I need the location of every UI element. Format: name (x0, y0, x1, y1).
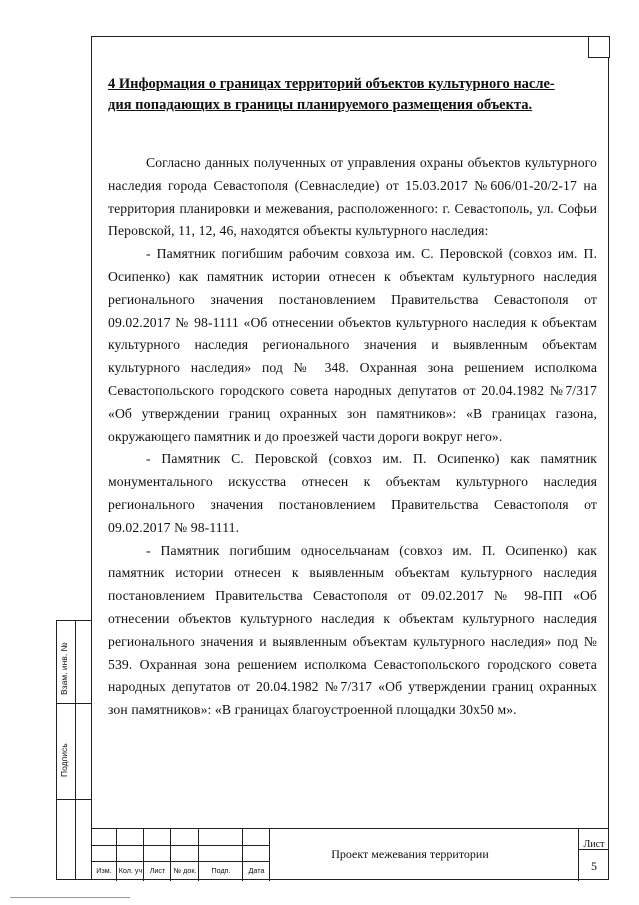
col-list: Лист (149, 866, 166, 875)
body-text (108, 152, 597, 722)
col-kol-uch: Кол. уч (118, 866, 143, 875)
corner-box (588, 36, 610, 58)
title-row-line (91, 861, 270, 862)
paragraph-monument-1: - Памятник погибшим рабочим совхоза им. С. Перовской (совхоз им. П. Осипенко) как памятник истории отнесен к объектам культурного наследия регионального значения постановлением Правительства Севастополя от 09.02.2017 № 98-1111 «Об отнесении объектов культурного наследия к объектам культурного наследия регионального значения и выявленным объектам культурного наследия» под № 348. Охранная зона решением исполкома Севастопольского городского совета народных депутатов от 20.04.1982 №7/317 «Об утверждении границ охранных зон памятников»: «В границах газона, окружающего памятник и до проезжей части дороги вокруг него». (108, 246, 597, 444)
paragraph-monument-3: - Памятник погибшим односельчанам (совхоз им. П. Осипенко) как памятник истории отнесен к выявленным объектам культурного наследия постановлением Правительства Севастополя от 09.02.2017 № 98-ПП «Об отнесении объектов культурного наследия к объектам культурного наследия регионального значения и выявленным объектам культурного наследия» под № 539. Охранная зона решением исполкома Севастопольского городского совета народных депутатов от 20.04.1982 №7/317 «Об утверждении границ охранных зон памятников»: «В границах благоустроенной площадки 30х50 м». (108, 542, 597, 718)
section-heading (108, 74, 598, 116)
stamp-row-line (57, 703, 91, 704)
col-izm: Изм. (96, 866, 112, 875)
sheet-label: Лист (583, 839, 605, 850)
title-row-line (91, 845, 270, 846)
project-title: Проект межевания территории (331, 847, 489, 861)
col-podp: Подп. (211, 866, 231, 875)
paragraph-intro: Согласно данных полученных от управления охраны объектов культурного наследия города Севастополя (Севнаследие) от 15.03.2017 №606/01-20/2-17 на территория планировки и межевания, расположенного: г. Севастополь, ул. Софьи Перовской, 11, 12, 46, находятся объекты культурного наследия: (108, 155, 597, 239)
podpis-label: Подпись (59, 743, 69, 777)
heading-line-2: дия попадающих в границы планируемого размещения объекта. (108, 97, 533, 113)
paragraph-monument-2: - Памятник С. Перовской (совхоз им. П. Осипенко) как памятник монументального искусства отнесен к объектам культурного наследия регионального значения постановлением Правительства Севастополя от 09.02.2017 № 98-1111. (108, 451, 597, 535)
col-n-dok: № док. (173, 866, 197, 875)
bottom-rule (10, 897, 130, 898)
sheet-number: 5 (591, 859, 597, 873)
col-data: Дата (248, 866, 265, 875)
left-margin-stamp (56, 620, 92, 880)
stamp-row-line (57, 799, 91, 800)
heading-line-1: 4 Информация о границах территорий объектов культурного насле- (108, 76, 555, 92)
vzam-inv-label: Взам. инв. № (59, 642, 69, 695)
